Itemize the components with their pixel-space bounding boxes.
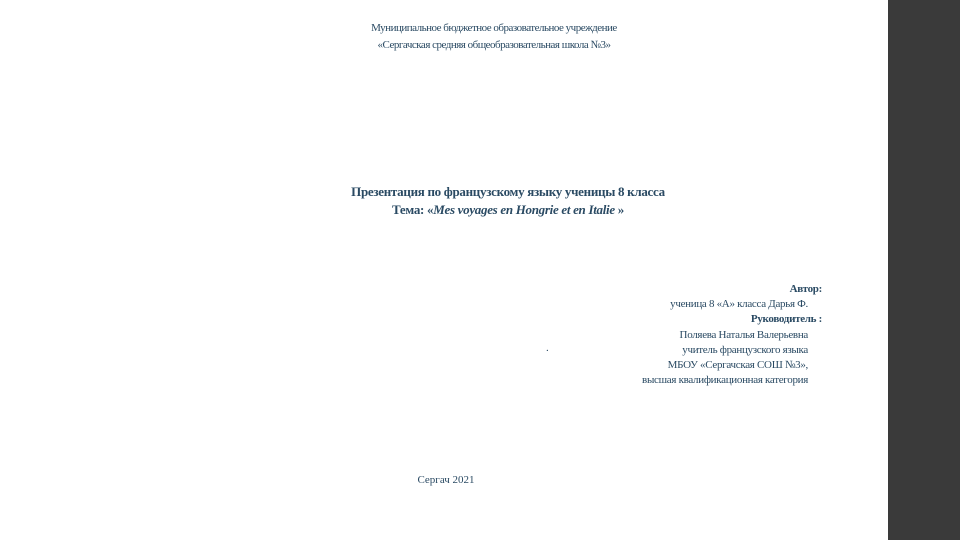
school-header [294, 20, 694, 54]
supervisor-role: учитель французского языка [682, 343, 808, 356]
supervisor-name: Поляева Наталья Валерьевна [679, 328, 808, 341]
title-line1: Презентация по французскому языку ученицы 8 класса [351, 184, 665, 199]
dot-mark: . [546, 342, 549, 354]
theme-text: Mes voyages en Hongrie et en Italie [433, 202, 615, 217]
supervisor-label: Руководитель : [750, 313, 822, 326]
theme-suffix: » [614, 202, 624, 217]
title-theme-line [258, 201, 758, 219]
school-header-line2: «Сергачская средняя общеобразовательная школа №3» [377, 39, 611, 51]
theme-prefix: Тема: « [392, 202, 434, 217]
school-name: МБОУ «Сергачская СОШ №3», [667, 359, 808, 372]
author-info [560, 282, 822, 388]
presentation-title [258, 183, 758, 219]
right-sidebar [888, 0, 960, 540]
qualification-category: высшая квалификационная категория [642, 374, 808, 387]
author-name: ученица 8 «А» класса Дарья Ф. [670, 298, 808, 311]
footer-city-year: Сергач 2021 [417, 474, 475, 486]
school-header-line1: Муниципальное бюджетное образовательное учреждение [371, 22, 617, 34]
author-label: Автор: [789, 283, 822, 295]
